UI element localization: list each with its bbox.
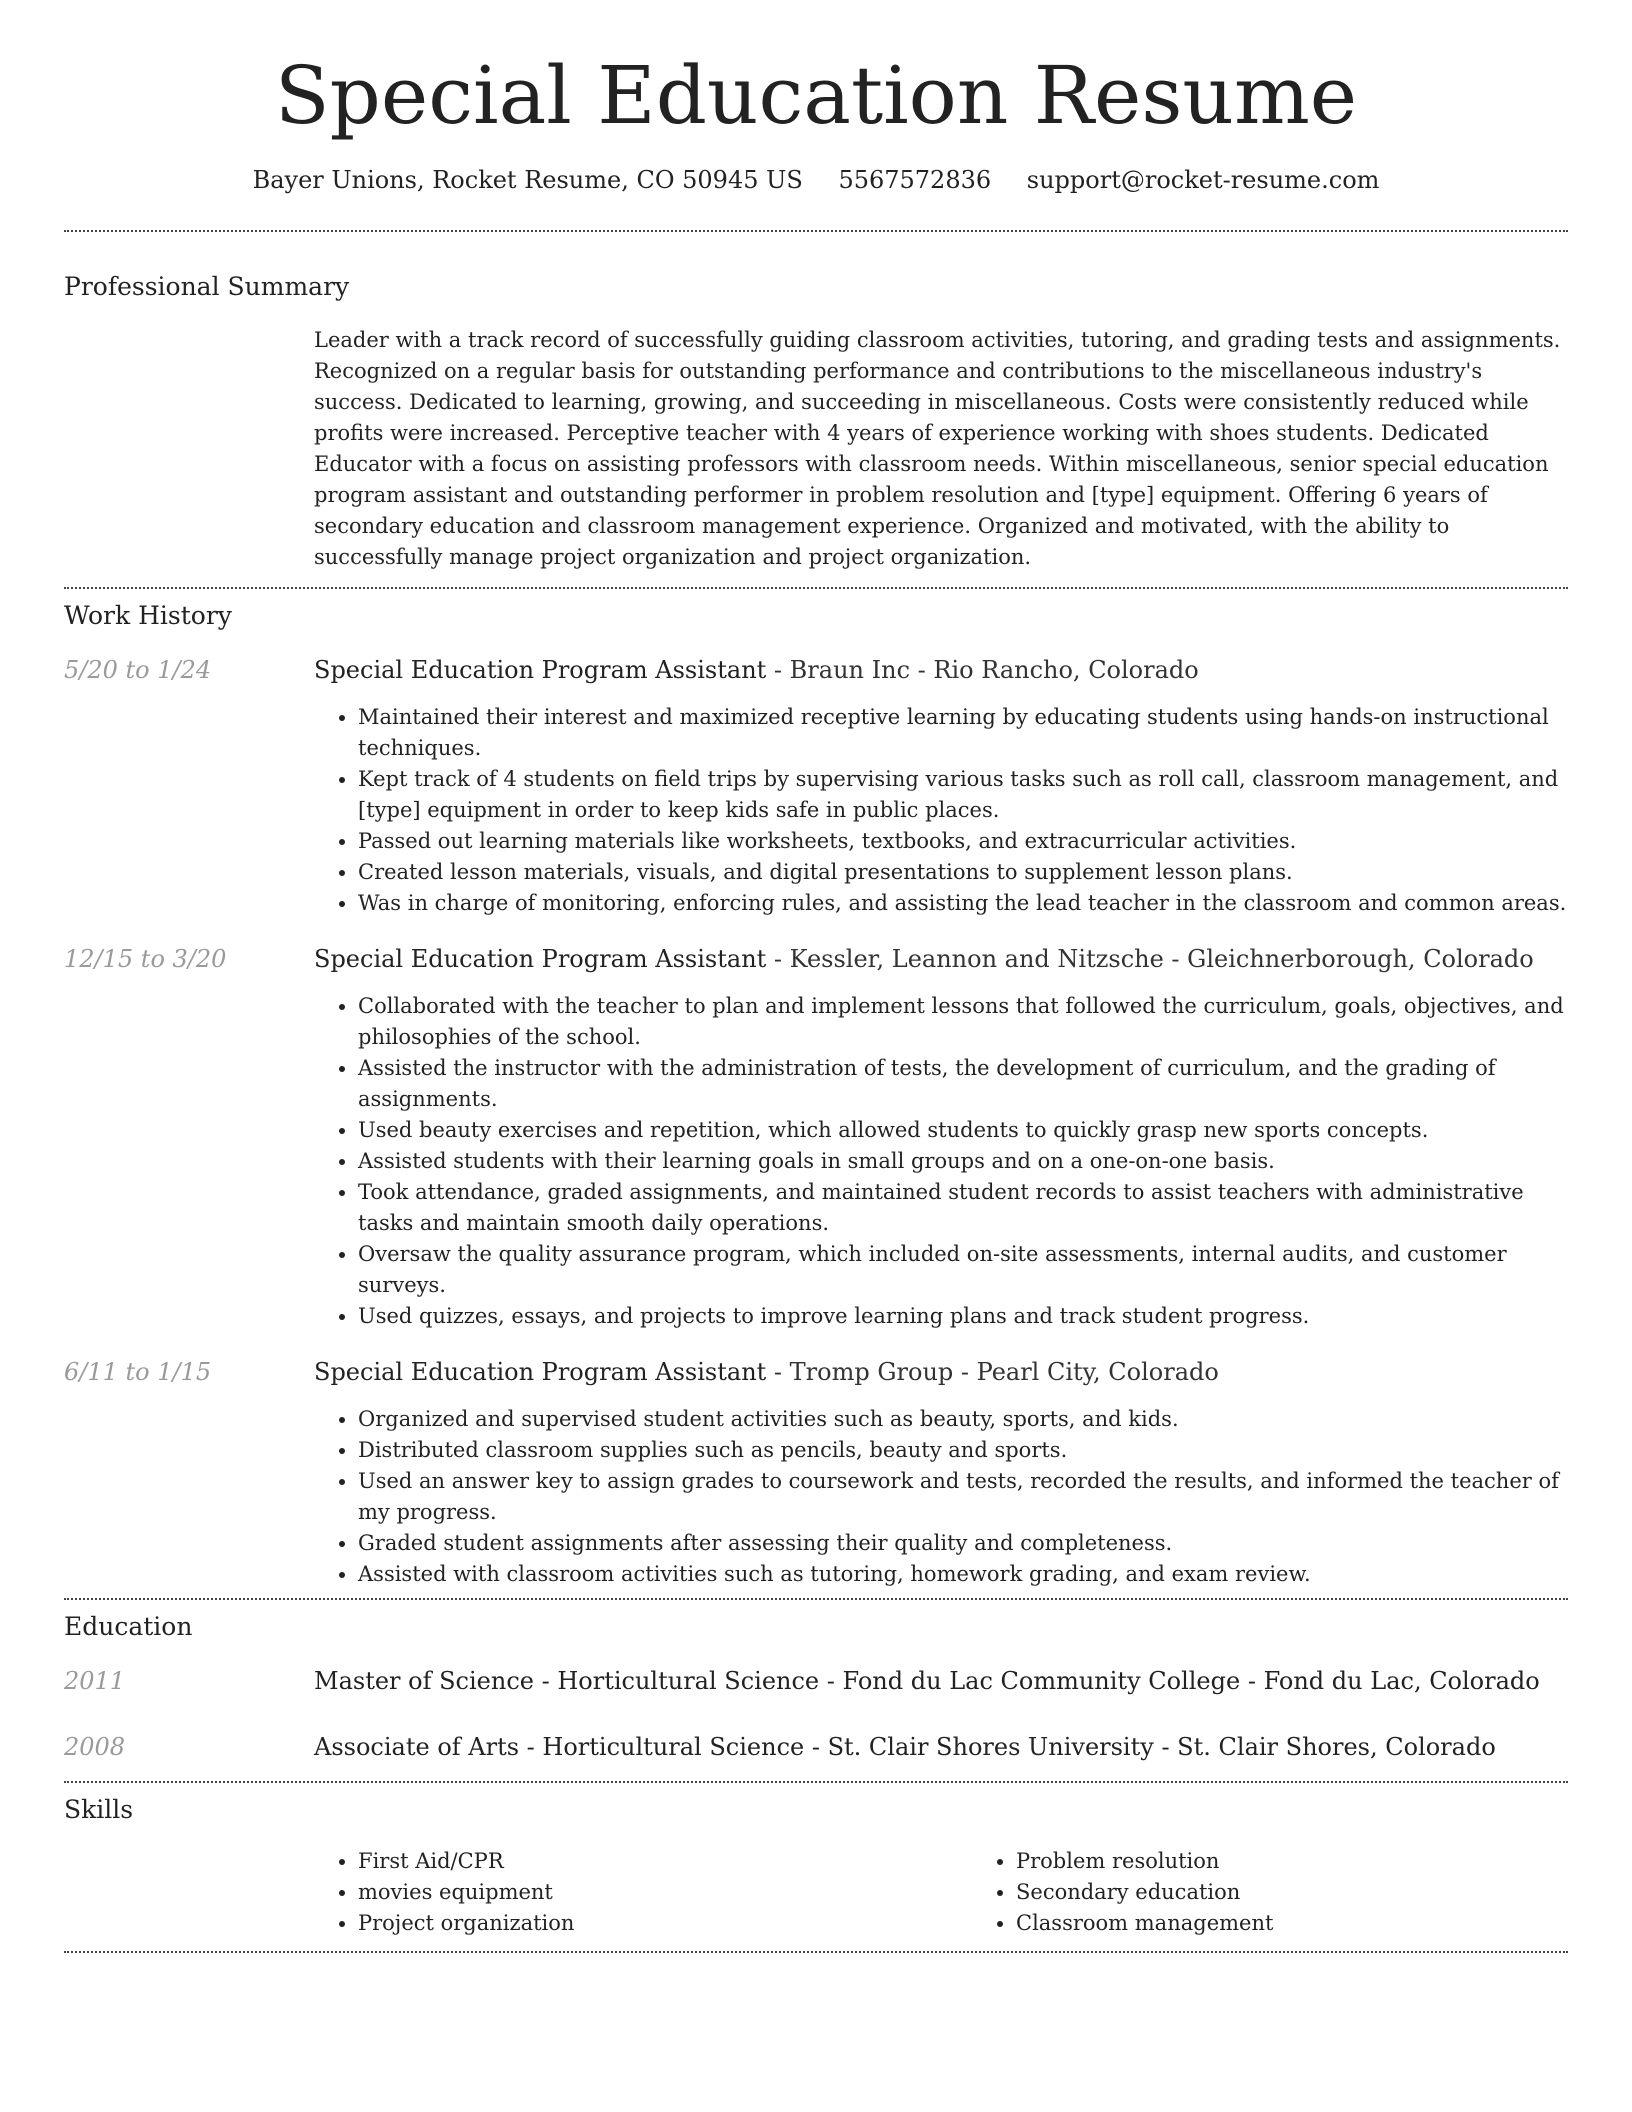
job-bullet: • Was in charge of monitoring, enforcing rules, and assisting the lead teacher in the classroom and common areas. xyxy=(358,888,1568,919)
education-entry xyxy=(64,1733,1568,1761)
skills-list-right xyxy=(972,1846,1630,1939)
summary-text: Leader with a track record of successfully guiding classroom activities, tutoring, and grading tests and assignments. Recognized on a regular basis for outstanding performance and contributions to the miscellaneous industry's success. Dedicated to learning, growing, and succeeding in miscellaneous. Costs were consistently reduced while profits were increased. Perceptive teacher with 4 years of experience working with shoes students. Dedicated Educator with a focus on assisting professors with classroom needs. Within miscellaneous, senior special education program assistant and outstanding performer in problem resolution and [type] equipment. Offering 6 years of secondary education and classroom management experience. Organized and motivated, with the ability to successfully manage project organization and project organization. xyxy=(314,328,1561,569)
job-bullet: • Collaborated with the teacher to plan and implement lessons that followed the curriculum, goals, objectives, and philosophies of the school. xyxy=(358,991,1568,1053)
job-bullet: • Distributed classroom supplies such as pencils, beauty and sports. xyxy=(358,1435,1568,1466)
job-bullet: • Used an answer key to assign grades to coursework and tests, recorded the results, and informed the teacher of my progress. xyxy=(358,1466,1568,1528)
education-year: 2011 xyxy=(64,1667,126,1695)
job-title xyxy=(314,656,1568,684)
education-section xyxy=(64,1612,1568,1761)
job-bullet: • Graded student assignments after assessing their quality and completeness. xyxy=(358,1528,1568,1559)
education-degree: Master of Science - Horticultural Science xyxy=(314,1667,820,1695)
job-bullet: • Oversaw the quality assurance program, which included on-site assessments, internal audits, and customer surveys. xyxy=(358,1239,1568,1301)
skill-item: • First Aid/CPR xyxy=(358,1846,972,1877)
job-bullet: • Took attendance, graded assignments, and maintained student records to assist teachers with administrative tasks and maintain smooth daily operations. xyxy=(358,1177,1568,1239)
job-bullet: • Maintained their interest and maximized receptive learning by educating students using hands-on instructional techniques. xyxy=(358,702,1568,764)
divider xyxy=(64,230,1568,232)
education-school: - Fond du Lac Community College - Fond du Lac, Colorado xyxy=(819,1667,1540,1695)
job-bullet: • Used beauty exercises and repetition, which allowed students to quickly grasp new sports concepts. xyxy=(358,1115,1568,1146)
job-entry xyxy=(64,1358,1568,1590)
section-heading-skills: Skills xyxy=(64,1795,134,1824)
job-bullet: • Assisted with classroom activities such as tutoring, homework grading, and exam review. xyxy=(358,1559,1568,1590)
skill-item: • Project organization xyxy=(358,1908,972,1939)
job-bullet: • Organized and supervised student activities such as beauty, sports, and kids. xyxy=(358,1404,1568,1435)
job-bullets xyxy=(314,702,1568,919)
education-year: 2008 xyxy=(64,1733,126,1761)
job-bullet: • Assisted students with their learning goals in small groups and on a one-on-one basis. xyxy=(358,1146,1568,1177)
contact-address: Bayer Unions, Rocket Resume, CO 50945 US xyxy=(252,166,803,194)
skill-item: • Secondary education xyxy=(1016,1877,1630,1908)
job-dates: 5/20 to 1/24 xyxy=(64,656,212,684)
job-bullets xyxy=(314,1404,1568,1590)
job-dates: 12/15 to 3/20 xyxy=(64,945,227,973)
job-bullet: • Kept track of 4 students on field trips by supervising various tasks such as roll call, classroom management, and [type] equipment in order to keep kids safe in public places. xyxy=(358,764,1568,826)
job-bullet: • Passed out learning materials like worksheets, textbooks, and extracurricular activities. xyxy=(358,826,1568,857)
divider xyxy=(64,587,1568,589)
job-bullet: • Used quizzes, essays, and projects to improve learning plans and track student progress. xyxy=(358,1301,1568,1332)
contact-email: support@rocket-resume.com xyxy=(1026,166,1380,194)
education-degree: Associate of Arts - Horticultural Science xyxy=(314,1733,805,1761)
skills-section xyxy=(64,1795,1568,1939)
job-bullet: • Created lesson materials, visuals, and digital presentations to supplement lesson plans. xyxy=(358,857,1568,888)
job-title xyxy=(314,945,1568,973)
skills-grid xyxy=(314,1846,1630,1939)
job-bullet: • Assisted the instructor with the administration of tests, the development of curriculum, and the grading of assignments. xyxy=(358,1053,1568,1115)
skill-item: • Classroom management xyxy=(1016,1908,1630,1939)
section-heading-summary: Professional Summary xyxy=(64,272,350,301)
skill-item: • movies equipment xyxy=(358,1877,972,1908)
job-role: Special Education Program Assistant xyxy=(314,945,767,973)
section-heading-education: Education xyxy=(64,1612,193,1641)
job-employer-location: - Tromp Group - Pearl City, Colorado xyxy=(766,1358,1219,1386)
summary-section xyxy=(64,272,1568,573)
skill-item: • Problem resolution xyxy=(1016,1846,1630,1877)
divider xyxy=(64,1781,1568,1783)
resume-title: Special Education Resume xyxy=(274,49,1358,142)
education-entry xyxy=(64,1667,1568,1695)
job-title xyxy=(314,1358,1568,1386)
section-heading-work: Work History xyxy=(64,601,232,630)
education-title xyxy=(314,1667,1568,1695)
divider xyxy=(64,1951,1568,1953)
work-history-section xyxy=(64,601,1568,1590)
job-role: Special Education Program Assistant xyxy=(314,1358,767,1386)
job-role: Special Education Program Assistant xyxy=(314,656,767,684)
job-entry xyxy=(64,656,1568,919)
contact-line xyxy=(64,166,1568,194)
education-school: - St. Clair Shores University - St. Clair Shores, Colorado xyxy=(804,1733,1496,1761)
job-employer-location: - Kessler, Leannon and Nitzsche - Gleichnerborough, Colorado xyxy=(766,945,1534,973)
education-title xyxy=(314,1733,1568,1761)
job-bullets xyxy=(314,991,1568,1332)
contact-phone: 5567572836 xyxy=(838,166,992,194)
job-entry xyxy=(64,945,1568,1332)
job-employer-location: - Braun Inc - Rio Rancho, Colorado xyxy=(766,656,1199,684)
divider xyxy=(64,1598,1568,1600)
job-dates: 6/11 to 1/15 xyxy=(64,1358,212,1386)
skills-list-left xyxy=(314,1846,972,1939)
